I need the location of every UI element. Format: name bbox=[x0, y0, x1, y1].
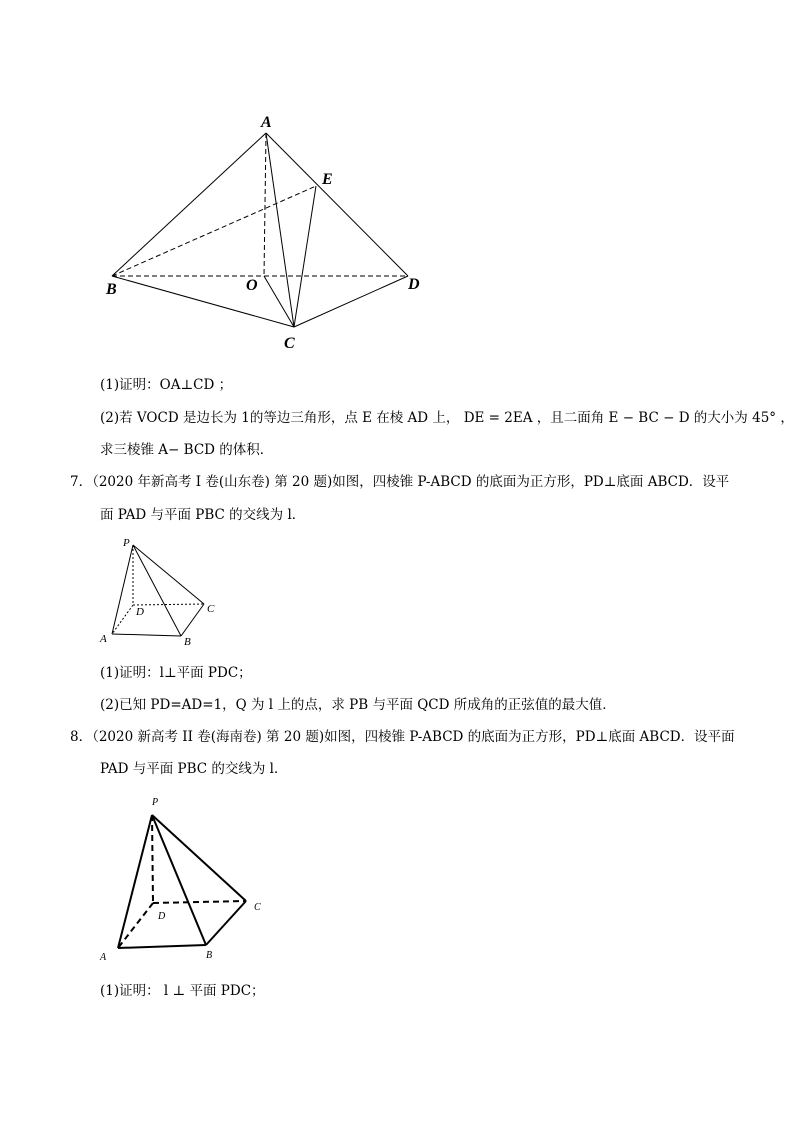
vertex-label-C: C bbox=[284, 335, 295, 352]
problem7-statement-line2: 面 PAD 与平面 PBC 的交线为 l． bbox=[100, 507, 306, 523]
vertex-label-B: B bbox=[206, 950, 213, 961]
pyramid-figure-small bbox=[95, 535, 225, 650]
vertex-label-D: D bbox=[158, 911, 166, 922]
problem6-part2-line2: 求三棱锥 A− BCD 的体积． bbox=[100, 442, 274, 458]
problem7-part1: (1)证明：l⊥平面 PDC； bbox=[100, 665, 252, 681]
vertex-label-B: B bbox=[106, 281, 117, 298]
problem6-part1: (1)证明：OA⊥CD ； bbox=[100, 377, 233, 393]
vertex-label-A: A bbox=[100, 633, 107, 645]
pyramid-figure-large bbox=[95, 790, 275, 965]
vertex-label-D: D bbox=[136, 606, 144, 618]
problem8-part1: (1)证明： l ⊥ 平面 PDC； bbox=[100, 983, 265, 999]
problem7-statement-line1: 7．（2020 年新高考 I 卷(山东卷) 第 20 题)如图，四棱锥 P-ABCD 的底面为正方形，PD⊥底面 ABCD．设平 bbox=[70, 474, 730, 490]
vertex-label-B: B bbox=[184, 636, 191, 648]
problem7-part2: (2)已知 PD=AD=1，Q 为 l 上的点，求 PB 与平面 QCD 所成角的正弦值的最大值． bbox=[100, 697, 616, 713]
problem8-statement-line1: 8．（2020 新高考 II 卷(海南卷) 第 20 题)如图，四棱锥 P-ABCD 的底面为正方形，PD⊥底面 ABCD．设平面 bbox=[70, 729, 735, 745]
tetrahedron-figure bbox=[100, 108, 430, 358]
problem6-part2-line1: (2)若 VOCD 是边长为 1的等边三角形，点 E 在棱 AD 上， DE = 2EA ，且二面角 E − BC − D 的大小为 45° ， bbox=[100, 410, 794, 426]
vertex-label-O: O bbox=[246, 277, 258, 294]
vertex-label-P: P bbox=[123, 537, 130, 549]
vertex-label-D: D bbox=[408, 276, 420, 293]
problem8-statement-line2: PAD 与平面 PBC 的交线为 l． bbox=[100, 761, 288, 777]
vertex-label-C: C bbox=[254, 902, 261, 913]
vertex-label-E: E bbox=[322, 171, 333, 188]
vertex-label-A: A bbox=[100, 952, 107, 963]
vertex-label-C: C bbox=[207, 603, 215, 615]
vertex-label-A: A bbox=[261, 114, 272, 131]
vertex-label-P: P bbox=[152, 797, 159, 808]
